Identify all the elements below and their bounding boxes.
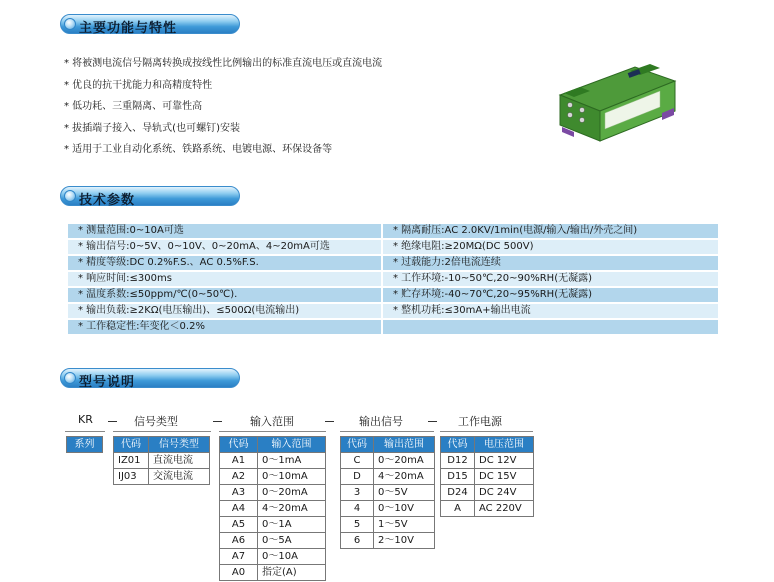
- code-cell: 6: [341, 533, 374, 549]
- value-cell: 0～1mA: [258, 453, 326, 469]
- value-cell: 0～1A: [258, 517, 326, 533]
- code-cell: A0: [220, 565, 258, 581]
- section-header-features: [60, 14, 240, 34]
- underline: [113, 431, 211, 432]
- code-cell: A1: [220, 453, 258, 469]
- tech-cell: * 温度系数:≤50ppm/℃(0~50℃).: [68, 288, 381, 302]
- table-row: [220, 533, 326, 549]
- model-header-signal: 信号类型: [134, 415, 178, 428]
- value-cell: 2～10V: [374, 533, 435, 549]
- model-dash: [428, 421, 437, 422]
- tech-cell: * 贮存环境:-40~70℃,20~95%RH(无凝露): [383, 288, 718, 302]
- bullet-icon: [64, 372, 76, 384]
- code-cell: A5: [220, 517, 258, 533]
- table-row: [220, 517, 326, 533]
- table-row: [341, 469, 435, 485]
- table-row: [341, 517, 435, 533]
- table-row: [220, 549, 326, 565]
- table-row: [341, 533, 435, 549]
- value-cell: 0～10mA: [258, 469, 326, 485]
- feature-item: * 将被测电流信号隔离转换成按线性比例输出的标准直流电压或直流电流: [64, 58, 383, 69]
- value-cell: 0～5V: [374, 485, 435, 501]
- value-cell: 0～20mA: [374, 453, 435, 469]
- code-cell: A3: [220, 485, 258, 501]
- value-cell: 4～20mA: [258, 501, 326, 517]
- tech-cell: * 输出负载:≥2KΩ(电压输出)、≤500Ω(电流输出): [68, 304, 381, 318]
- table-row: [441, 485, 534, 501]
- value-cell: 指定(A): [258, 565, 326, 581]
- code-cell: 4: [341, 501, 374, 517]
- code-cell: D24: [441, 485, 475, 501]
- table-row: [114, 469, 210, 485]
- code-cell: 3: [341, 485, 374, 501]
- table-row: [220, 453, 326, 469]
- tech-cell: * 工作稳定性:年变化＜0.2%: [68, 320, 381, 334]
- tech-cell: * 测量范围:0~10A可选: [68, 224, 381, 238]
- table-header: 输出范围: [374, 437, 435, 453]
- tech-cell: [383, 320, 718, 334]
- value-cell: 0～5A: [258, 533, 326, 549]
- value-cell: DC 15V: [475, 469, 534, 485]
- table-header: 电压范围: [475, 437, 534, 453]
- code-cell: C: [341, 453, 374, 469]
- section-title: 主要功能与特性: [79, 21, 178, 36]
- value-cell: 1～5V: [374, 517, 435, 533]
- section-header-tech: [60, 186, 240, 206]
- tech-cell: * 精度等级:DC 0.2%F.S.、AC 0.5%F.S.: [68, 256, 381, 270]
- table-row: [441, 453, 534, 469]
- table-row: [341, 485, 435, 501]
- value-cell: 0～10V: [374, 501, 435, 517]
- section-title: 技术参数: [79, 193, 136, 208]
- feature-item: * 拔插端子接入、导轨式(也可螺钉)安装: [64, 122, 240, 134]
- tech-cell: * 工作环境:-10~50℃,20~90%RH(无凝露): [383, 272, 718, 286]
- code-cell: IJ03: [114, 469, 149, 485]
- table-header: 输入范围: [258, 437, 326, 453]
- value-cell: DC 12V: [475, 453, 534, 469]
- feature-list: [64, 53, 382, 161]
- feature-item: * 适用于工业自动化系统、铁路系统、电镀电源、环保设备等: [64, 144, 333, 155]
- output-signal-table: [340, 436, 435, 549]
- underline: [440, 431, 533, 432]
- model-dash: [213, 421, 222, 422]
- code-cell: A: [441, 501, 475, 517]
- table-header: 代码: [341, 437, 374, 453]
- tech-cell: * 过载能力:2倍电流连续: [383, 256, 718, 270]
- code-cell: 5: [341, 517, 374, 533]
- model-dash: [108, 421, 117, 422]
- section-title: 型号说明: [79, 375, 136, 390]
- table-row: [441, 501, 534, 517]
- code-cell: D12: [441, 453, 475, 469]
- power-supply-table: [440, 436, 534, 517]
- model-header-input: 输入范围: [250, 415, 294, 428]
- feature-item: * 优良的抗干扰能力和高精度特性: [64, 79, 213, 91]
- product-image: [540, 55, 680, 155]
- table-row: [220, 565, 326, 581]
- model-header-power: 工作电源: [458, 415, 502, 428]
- input-range-table: [219, 436, 326, 581]
- code-cell: A6: [220, 533, 258, 549]
- table-row: [441, 469, 534, 485]
- value-cell: 交流电流: [149, 469, 210, 485]
- underline: [219, 431, 326, 432]
- model-header-output: 输出信号: [359, 415, 403, 428]
- tech-cell: * 输出信号:0~5V、0~10V、0~20mA、4~20mA可选: [68, 240, 381, 254]
- signal-type-table: [113, 436, 210, 485]
- underline: [65, 431, 105, 432]
- table-row: [114, 453, 210, 469]
- code-cell: D: [341, 469, 374, 485]
- table-row: [341, 453, 435, 469]
- value-cell: DC 24V: [475, 485, 534, 501]
- table-row: [341, 501, 435, 517]
- bullet-icon: [64, 18, 76, 30]
- table-header: 代码: [441, 437, 475, 453]
- series-label: 系列: [67, 437, 103, 453]
- value-cell: 4～20mA: [374, 469, 435, 485]
- section-header-model: [60, 368, 240, 388]
- code-cell: A7: [220, 549, 258, 565]
- tech-cell: * 整机功耗:≤30mA+输出电流: [383, 304, 718, 318]
- table-header: 信号类型: [149, 437, 210, 453]
- table-row: [220, 469, 326, 485]
- table-header: 代码: [220, 437, 258, 453]
- value-cell: AC 220V: [475, 501, 534, 517]
- tech-params-table: [66, 222, 720, 336]
- code-cell: D15: [441, 469, 475, 485]
- table-header: 代码: [114, 437, 149, 453]
- value-cell: 直流电流: [149, 453, 210, 469]
- tech-cell: * 响应时间:≤300ms: [68, 272, 381, 286]
- table-row: [220, 485, 326, 501]
- model-dash: [325, 421, 334, 422]
- value-cell: 0～10A: [258, 549, 326, 565]
- table-row: [220, 501, 326, 517]
- value-cell: 0～20mA: [258, 485, 326, 501]
- code-cell: IZ01: [114, 453, 149, 469]
- code-cell: A2: [220, 469, 258, 485]
- tech-cell: * 绝缘电阻:≥20MΩ(DC 500V): [383, 240, 718, 254]
- underline: [340, 431, 434, 432]
- code-cell: A4: [220, 501, 258, 517]
- series-table: [66, 436, 103, 453]
- feature-item: * 低功耗、三重隔离、可靠性高: [64, 101, 203, 112]
- bullet-icon: [64, 190, 76, 202]
- model-prefix: KR: [78, 413, 93, 426]
- tech-cell: * 隔离耐压:AC 2.0KV/1min(电源/输入/输出/外壳之间): [383, 224, 718, 238]
